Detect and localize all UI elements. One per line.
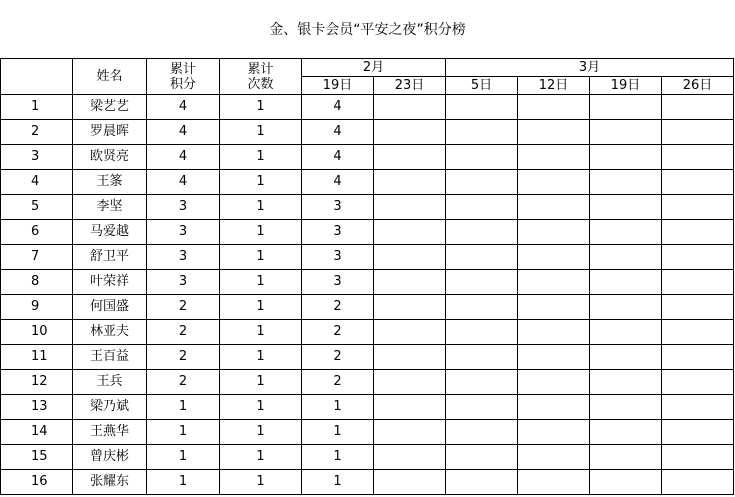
total-count-cell: 1	[220, 370, 302, 395]
score-mar-26-cell	[662, 395, 734, 420]
total-points-cell: 1	[147, 470, 220, 495]
total-points-cell: 4	[147, 145, 220, 170]
header-name-cell: 姓名	[73, 59, 147, 95]
row-number-cell: 13	[1, 395, 73, 420]
row-number-cell: 12	[1, 370, 73, 395]
score-mar-12-cell	[518, 370, 590, 395]
total-points-cell: 3	[147, 195, 220, 220]
score-mar-5-cell	[446, 270, 518, 295]
total-points-cell: 2	[147, 345, 220, 370]
row-number-cell: 15	[1, 445, 73, 470]
score-mar-19-cell	[590, 95, 662, 120]
score-feb-19-cell: 1	[302, 420, 374, 445]
score-feb-19-cell: 1	[302, 445, 374, 470]
total-count-cell: 1	[220, 320, 302, 345]
score-mar-12-cell	[518, 270, 590, 295]
score-feb-23-cell	[374, 245, 446, 270]
score-mar-19-cell	[590, 220, 662, 245]
total-points-cell: 1	[147, 420, 220, 445]
score-mar-12-cell	[518, 170, 590, 195]
score-mar-26-cell	[662, 345, 734, 370]
row-number-cell: 7	[1, 245, 73, 270]
header-row-1	[1, 59, 734, 77]
score-feb-19-cell: 4	[302, 120, 374, 145]
score-feb-19-cell: 1	[302, 395, 374, 420]
member-name-cell: 王燕华	[73, 420, 147, 445]
table-row	[1, 395, 734, 420]
score-mar-12-cell	[518, 345, 590, 370]
table-row	[1, 320, 734, 345]
header-month-feb: 2月	[302, 59, 446, 77]
score-feb-23-cell	[374, 220, 446, 245]
score-mar-5-cell	[446, 195, 518, 220]
score-feb-23-cell	[374, 395, 446, 420]
total-points-cell: 4	[147, 170, 220, 195]
score-mar-19-cell	[590, 395, 662, 420]
score-mar-19-cell	[590, 320, 662, 345]
score-mar-19-cell	[590, 170, 662, 195]
row-number-cell: 5	[1, 195, 73, 220]
table-row	[1, 245, 734, 270]
row-number-cell: 16	[1, 470, 73, 495]
score-feb-23-cell	[374, 420, 446, 445]
score-feb-19-cell: 3	[302, 270, 374, 295]
score-mar-5-cell	[446, 170, 518, 195]
score-mar-12-cell	[518, 245, 590, 270]
score-mar-19-cell	[590, 270, 662, 295]
header-no-cell	[1, 59, 73, 95]
score-feb-19-cell: 2	[302, 345, 374, 370]
total-count-cell: 1	[220, 95, 302, 120]
total-count-cell: 1	[220, 420, 302, 445]
score-mar-26-cell	[662, 270, 734, 295]
score-mar-26-cell	[662, 220, 734, 245]
total-points-cell: 4	[147, 95, 220, 120]
score-mar-12-cell	[518, 470, 590, 495]
total-count-cell: 1	[220, 295, 302, 320]
score-feb-23-cell	[374, 195, 446, 220]
header-total-points-line2: 积分	[169, 76, 196, 92]
header-date-cell: 12日	[518, 77, 590, 95]
table-row	[1, 120, 734, 145]
header-total-count-line2: 次数	[247, 76, 274, 92]
header-date-cell: 19日	[302, 77, 374, 95]
page-title: 金、银卡会员“平安之夜”积分榜	[269, 22, 466, 38]
score-feb-23-cell	[374, 445, 446, 470]
total-count-cell: 1	[220, 270, 302, 295]
total-points-cell: 2	[147, 295, 220, 320]
score-mar-5-cell	[446, 345, 518, 370]
score-mar-26-cell	[662, 245, 734, 270]
score-mar-12-cell	[518, 420, 590, 445]
score-feb-19-cell: 3	[302, 220, 374, 245]
score-feb-19-cell: 4	[302, 95, 374, 120]
score-feb-23-cell	[374, 470, 446, 495]
score-mar-26-cell	[662, 320, 734, 345]
score-mar-19-cell	[590, 120, 662, 145]
score-mar-5-cell	[446, 120, 518, 145]
score-mar-26-cell	[662, 95, 734, 120]
member-name-cell: 王兵	[73, 370, 147, 395]
score-mar-12-cell	[518, 120, 590, 145]
score-mar-5-cell	[446, 395, 518, 420]
table-row	[1, 270, 734, 295]
header-date-cell: 5日	[446, 77, 518, 95]
total-count-cell: 1	[220, 445, 302, 470]
score-mar-12-cell	[518, 220, 590, 245]
row-number-cell: 8	[1, 270, 73, 295]
score-feb-19-cell: 2	[302, 370, 374, 395]
table-row	[1, 145, 734, 170]
member-name-cell: 李坚	[73, 195, 147, 220]
header-month-mar: 3月	[446, 59, 734, 77]
score-feb-23-cell	[374, 345, 446, 370]
score-mar-26-cell	[662, 195, 734, 220]
row-number-cell: 6	[1, 220, 73, 245]
score-feb-23-cell	[374, 320, 446, 345]
table-row	[1, 345, 734, 370]
score-feb-19-cell: 4	[302, 170, 374, 195]
table-row	[1, 470, 734, 495]
score-mar-19-cell	[590, 420, 662, 445]
member-name-cell: 舒卫平	[73, 245, 147, 270]
score-feb-23-cell	[374, 270, 446, 295]
member-name-cell: 罗晨晖	[73, 120, 147, 145]
total-count-cell: 1	[220, 220, 302, 245]
row-number-cell: 2	[1, 120, 73, 145]
score-feb-19-cell: 4	[302, 145, 374, 170]
member-name-cell: 林亚夫	[73, 320, 147, 345]
score-mar-26-cell	[662, 420, 734, 445]
score-mar-19-cell	[590, 295, 662, 320]
row-number-cell: 1	[1, 95, 73, 120]
score-feb-23-cell	[374, 170, 446, 195]
table-row	[1, 445, 734, 470]
score-feb-19-cell: 1	[302, 470, 374, 495]
score-feb-19-cell: 2	[302, 320, 374, 345]
total-count-cell: 1	[220, 145, 302, 170]
row-number-cell: 4	[1, 170, 73, 195]
table-row	[1, 195, 734, 220]
score-mar-5-cell	[446, 370, 518, 395]
score-mar-26-cell	[662, 370, 734, 395]
row-number-cell: 9	[1, 295, 73, 320]
table-row	[1, 220, 734, 245]
score-mar-19-cell	[590, 470, 662, 495]
score-mar-5-cell	[446, 320, 518, 345]
header-date-cell: 23日	[374, 77, 446, 95]
table-row	[1, 170, 734, 195]
score-mar-26-cell	[662, 170, 734, 195]
score-mar-19-cell	[590, 145, 662, 170]
row-number-cell: 11	[1, 345, 73, 370]
score-mar-12-cell	[518, 320, 590, 345]
total-count-cell: 1	[220, 170, 302, 195]
score-mar-12-cell	[518, 445, 590, 470]
total-count-cell: 1	[220, 195, 302, 220]
member-name-cell: 王百益	[73, 345, 147, 370]
row-number-cell: 14	[1, 420, 73, 445]
score-feb-19-cell: 2	[302, 295, 374, 320]
member-name-cell: 梁乃斌	[73, 395, 147, 420]
total-count-cell: 1	[220, 470, 302, 495]
score-feb-23-cell	[374, 295, 446, 320]
total-points-cell: 3	[147, 220, 220, 245]
score-mar-26-cell	[662, 445, 734, 470]
total-count-cell: 1	[220, 345, 302, 370]
member-name-cell: 曾庆彬	[73, 445, 147, 470]
total-points-cell: 4	[147, 120, 220, 145]
member-name-cell: 梁艺艺	[73, 95, 147, 120]
score-mar-5-cell	[446, 245, 518, 270]
score-mar-5-cell	[446, 295, 518, 320]
header-total-count-cell	[220, 59, 302, 95]
score-mar-5-cell	[446, 220, 518, 245]
score-mar-12-cell	[518, 145, 590, 170]
score-mar-5-cell	[446, 445, 518, 470]
member-name-cell: 叶荣祥	[73, 270, 147, 295]
total-points-cell: 1	[147, 395, 220, 420]
score-mar-19-cell	[590, 245, 662, 270]
score-mar-12-cell	[518, 295, 590, 320]
total-count-cell: 1	[220, 120, 302, 145]
member-name-cell: 王筿	[73, 170, 147, 195]
total-points-cell: 2	[147, 370, 220, 395]
header-total-points-line1: 累计	[169, 61, 196, 77]
score-mar-19-cell	[590, 370, 662, 395]
score-feb-19-cell: 3	[302, 195, 374, 220]
total-points-cell: 1	[147, 445, 220, 470]
score-feb-23-cell	[374, 370, 446, 395]
total-points-cell: 3	[147, 245, 220, 270]
total-points-cell: 2	[147, 320, 220, 345]
score-feb-19-cell: 3	[302, 245, 374, 270]
score-feb-23-cell	[374, 120, 446, 145]
total-count-cell: 1	[220, 395, 302, 420]
table-row	[1, 295, 734, 320]
score-feb-23-cell	[374, 145, 446, 170]
header-date-cell: 19日	[590, 77, 662, 95]
table-row	[1, 420, 734, 445]
score-mar-5-cell	[446, 95, 518, 120]
table-row	[1, 370, 734, 395]
score-mar-5-cell	[446, 470, 518, 495]
score-mar-19-cell	[590, 445, 662, 470]
member-name-cell: 欧贤亮	[73, 145, 147, 170]
header-total-count-line1: 累计	[247, 61, 274, 77]
row-number-cell: 3	[1, 145, 73, 170]
score-feb-23-cell	[374, 95, 446, 120]
score-mar-26-cell	[662, 145, 734, 170]
member-name-cell: 何国盛	[73, 295, 147, 320]
score-mar-19-cell	[590, 345, 662, 370]
member-name-cell: 马爱越	[73, 220, 147, 245]
member-name-cell: 张耀东	[73, 470, 147, 495]
score-mar-12-cell	[518, 195, 590, 220]
score-mar-12-cell	[518, 95, 590, 120]
score-mar-19-cell	[590, 195, 662, 220]
score-mar-5-cell	[446, 145, 518, 170]
score-mar-26-cell	[662, 295, 734, 320]
header-date-cell: 26日	[662, 77, 734, 95]
score-mar-5-cell	[446, 420, 518, 445]
total-points-cell: 3	[147, 270, 220, 295]
score-mar-26-cell	[662, 120, 734, 145]
score-mar-12-cell	[518, 395, 590, 420]
table-row	[1, 95, 734, 120]
header-total-points-cell	[147, 59, 220, 95]
score-mar-26-cell	[662, 470, 734, 495]
total-count-cell: 1	[220, 245, 302, 270]
ranking-table	[0, 58, 734, 495]
row-number-cell: 10	[1, 320, 73, 345]
